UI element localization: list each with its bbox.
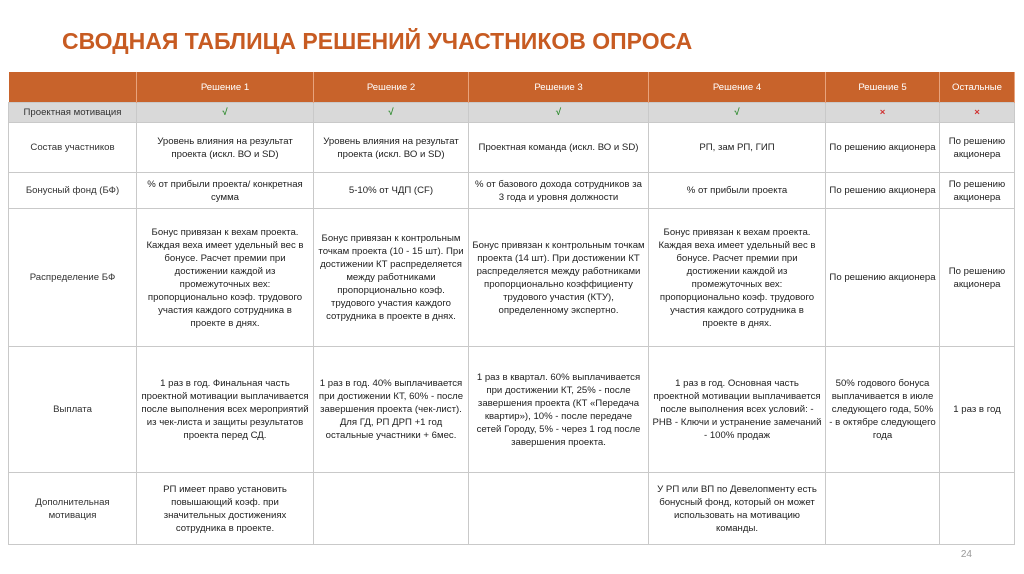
row-label: Бонусный фонд (БФ)	[9, 173, 137, 209]
summary-table-container	[8, 72, 1014, 545]
summary-table	[8, 72, 1015, 545]
table-cell	[469, 473, 649, 545]
header-cell-solution-4: Решение 4	[649, 72, 826, 103]
table-cell: По решению акционера	[826, 209, 940, 347]
table-cell: По решению акционера	[940, 173, 1015, 209]
table-cell: У РП или ВП по Девелопменту есть бонусный фонд, который он может использовать на мотивацию команды.	[649, 473, 826, 545]
table-cell: 5-10% от ЧДП (CF)	[314, 173, 469, 209]
table-cell: 1 раз в год. 40% выплачивается при достижении КТ, 60% - после завершения проекта (чек-лист). Для ГД, РП ДРП +1 год остальные участники + 6мес.	[314, 347, 469, 473]
table-cell: По решению акционера	[826, 123, 940, 173]
table-cell: Бонус привязан к контрольным точкам проекта (14 шт). При достижении КТ распределяется между работниками пропорционально коэффициенту трудового участия (КТУ), определенному экспертно.	[469, 209, 649, 347]
header-cell-solution-1: Решение 1	[137, 72, 314, 103]
table-row-bonus-fund	[9, 173, 1015, 209]
table-cell: Проектная команда (искл. ВО и SD)	[469, 123, 649, 173]
cross-icon: ×	[940, 103, 1015, 123]
header-cell-empty	[9, 72, 137, 103]
row-label: Состав участников	[9, 123, 137, 173]
header-row	[9, 72, 1015, 103]
table-cell: 1 раз в квартал. 60% выплачивается при достижении КТ, 25% - после завершения проекта (КТ «Передача квартир»), 10% - после передаче сетей Городу, 5% - через 1 год после завершения проекта.	[469, 347, 649, 473]
table-cell: Уровень влияния на результат проекта (искл. ВО и SD)	[137, 123, 314, 173]
header-cell-solution-2: Решение 2	[314, 72, 469, 103]
header-cell-solution-3: Решение 3	[469, 72, 649, 103]
table-row-payment	[9, 347, 1015, 473]
table-cell: 50% годового бонуса выплачивается в июле следующего года, 50% - в октябре следующего года	[826, 347, 940, 473]
check-icon: √	[469, 103, 649, 123]
page-title: СВОДНАЯ ТАБЛИЦА РЕШЕНИЙ УЧАСТНИКОВ ОПРОСА	[62, 28, 693, 54]
table-row-additional-motivation	[9, 473, 1015, 545]
table-cell	[826, 473, 940, 545]
table-row-distribution	[9, 209, 1015, 347]
check-icon: √	[649, 103, 826, 123]
check-icon: √	[137, 103, 314, 123]
table-row-participants	[9, 123, 1015, 173]
table-cell	[314, 473, 469, 545]
table-cell: По решению акционера	[940, 209, 1015, 347]
table-cell: Уровень влияния на результат проекта (искл. ВО и SD)	[314, 123, 469, 173]
table-cell: РП имеет право установить повышающий коэф. при значительных достижениях сотрудника в проекте.	[137, 473, 314, 545]
row-label: Распределение БФ	[9, 209, 137, 347]
table-cell: 1 раз в год	[940, 347, 1015, 473]
table-cell: % от прибыли проекта/ конкретная сумма	[137, 173, 314, 209]
check-icon: √	[314, 103, 469, 123]
table-cell	[940, 473, 1015, 545]
table-cell: 1 раз в год. Основная часть проектной мотивации выплачивается после выполнения всех условий: - РНВ - Ключи и устранение замечаний - 100% продаж	[649, 347, 826, 473]
row-label: Дополнительная мотивация	[9, 473, 137, 545]
table-cell: Бонус привязан к контрольным точкам проекта (10 - 15 шт). При достижении КТ распределяется между работниками пропорционально коэф. трудового участия каждого сотрудника в проекте в днях.	[314, 209, 469, 347]
table-cell: По решению акционера	[940, 123, 1015, 173]
cross-icon: ×	[826, 103, 940, 123]
header-cell-solution-5: Решение 5	[826, 72, 940, 103]
table-cell: РП, зам РП, ГИП	[649, 123, 826, 173]
table-row-project-motivation	[9, 103, 1015, 123]
table-cell: По решению акционера	[826, 173, 940, 209]
table-cell: 1 раз в год. Финальная часть проектной мотивации выплачивается после выполнения всех мероприятий из чек-листа и защиты результатов проекта перед СД.	[137, 347, 314, 473]
page-number: 24	[960, 549, 972, 560]
row-label: Выплата	[9, 347, 137, 473]
table-cell: % от базового дохода сотрудников за 3 года и уровня должности	[469, 173, 649, 209]
table-cell: Бонус привязан к вехам проекта. Каждая веха имеет удельный вес в бонусе. Расчет премии при достижении каждой из промежуточных вех: пропорционально коэф. трудового участия каждого сотрудника в проекте в днях.	[649, 209, 826, 347]
table-cell: % от прибыли проекта	[649, 173, 826, 209]
table-cell: Бонус привязан к вехам проекта. Каждая веха имеет удельный вес в бонусе. Расчет премии при достижении каждой из промежуточных вех: пропорционально коэф. трудового участия каждого сотрудника в проекте в днях.	[137, 209, 314, 347]
header-cell-others: Остальные	[940, 72, 1015, 103]
row-label: Проектная мотивация	[9, 103, 137, 123]
